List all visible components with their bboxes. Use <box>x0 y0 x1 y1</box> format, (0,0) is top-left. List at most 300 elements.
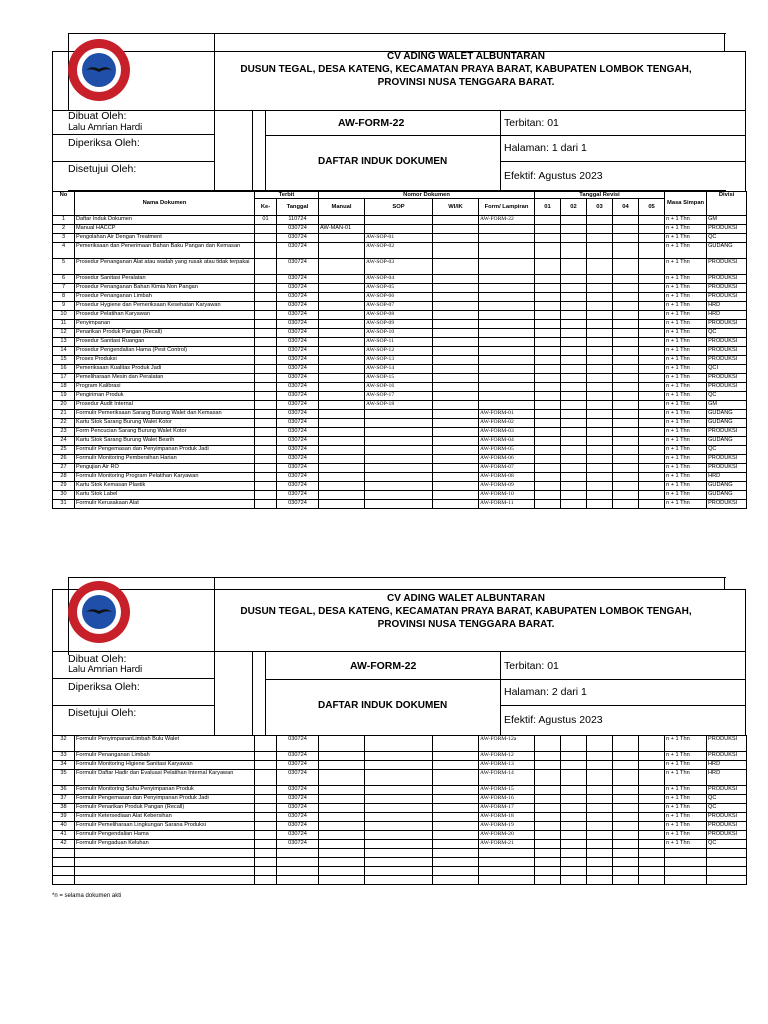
cell-tgl: 030724 <box>277 392 319 401</box>
cell-ke <box>255 804 277 813</box>
cell-sop <box>365 464 433 473</box>
cell-revisi <box>639 822 665 831</box>
cell-sop <box>365 500 433 509</box>
cell-manual <box>319 243 365 259</box>
cell-tgl: 030724 <box>277 455 319 464</box>
cell-div: PRODUKSI <box>707 813 747 822</box>
cell-revisi <box>639 795 665 804</box>
cell-revisi <box>535 455 561 464</box>
cell-revisi <box>613 500 639 509</box>
cell-manual <box>319 410 365 419</box>
table-row <box>53 234 747 243</box>
cell-ke <box>255 419 277 428</box>
cell-ke <box>255 243 277 259</box>
cell-div: GUDANG <box>707 419 747 428</box>
empty-cell <box>319 858 365 867</box>
cell-form: AW-FORM-14 <box>479 770 535 786</box>
cell-wi <box>433 338 479 347</box>
cell-revisi <box>535 338 561 347</box>
cell-revisi <box>613 446 639 455</box>
cell-wi <box>433 392 479 401</box>
empty-cell <box>613 858 639 867</box>
cell-wi <box>433 752 479 761</box>
cell-tgl: 030724 <box>277 302 319 311</box>
table-row <box>53 428 747 437</box>
cell-no: 3 <box>53 234 75 243</box>
cell-wi <box>433 243 479 259</box>
cell-revisi <box>639 383 665 392</box>
cell-revisi <box>561 482 587 491</box>
cell-manual <box>319 437 365 446</box>
cell-sop <box>365 446 433 455</box>
empty-cell <box>707 867 747 876</box>
cell-ke <box>255 786 277 795</box>
table-row <box>53 464 747 473</box>
cell-ke <box>255 338 277 347</box>
cell-nama: Formulir Monitoring Program Pelatihan Karyawan <box>75 473 255 482</box>
cell-revisi <box>561 275 587 284</box>
cell-ke <box>255 259 277 275</box>
company-name: CV ADING WALET ALBUNTARAN <box>387 51 545 62</box>
cell-tgl: 030724 <box>277 786 319 795</box>
table-row <box>53 437 747 446</box>
cell-form <box>479 320 535 329</box>
cell-revisi <box>639 770 665 786</box>
cell-revisi <box>639 225 665 234</box>
cell-revisi <box>639 216 665 225</box>
empty-row <box>53 876 747 885</box>
cell-revisi <box>613 374 639 383</box>
cell-wi <box>433 761 479 770</box>
cell-revisi <box>639 374 665 383</box>
cell-revisi <box>613 770 639 786</box>
cell-no: 24 <box>53 437 75 446</box>
cell-revisi <box>535 302 561 311</box>
cell-revisi <box>535 401 561 410</box>
cell-wi <box>433 419 479 428</box>
empty-cell <box>479 867 535 876</box>
cell-revisi <box>639 500 665 509</box>
cell-masa: n + 1 Thn <box>665 446 707 455</box>
cell-ke <box>255 275 277 284</box>
cell-form <box>479 293 535 302</box>
cell-ke <box>255 464 277 473</box>
cell-form: AW-FORM-15 <box>479 786 535 795</box>
cell-revisi <box>535 293 561 302</box>
cell-revisi <box>613 320 639 329</box>
cell-revisi <box>535 464 561 473</box>
cell-revisi <box>587 225 613 234</box>
cell-revisi <box>613 786 639 795</box>
cell-nama: Pemeriksaan Kualitas Produk Jadi <box>75 365 255 374</box>
cell-revisi <box>561 302 587 311</box>
cell-masa: n + 1 Thn <box>665 813 707 822</box>
cell-revisi <box>587 464 613 473</box>
table-row <box>53 259 747 275</box>
cell-revisi <box>561 347 587 356</box>
cell-ke <box>255 284 277 293</box>
cell-revisi <box>561 786 587 795</box>
cell-form: AW-FORM-22 <box>479 216 535 225</box>
cell-div: PRODUKSI <box>707 275 747 284</box>
col-r01: 01 <box>535 199 561 216</box>
cell-sop <box>365 804 433 813</box>
empty-cell <box>319 876 365 885</box>
empty-cell <box>587 849 613 858</box>
cell-masa: n + 1 Thn <box>665 770 707 786</box>
cell-masa: n + 1 Thn <box>665 225 707 234</box>
empty-cell <box>433 876 479 885</box>
cell-revisi <box>561 320 587 329</box>
table-row <box>53 302 747 311</box>
cell-revisi <box>587 284 613 293</box>
empty-cell <box>613 867 639 876</box>
cell-revisi <box>587 500 613 509</box>
cell-div: PRODUKSI <box>707 500 747 509</box>
cell-nama: Pengiriman Produk <box>75 392 255 401</box>
table-row <box>53 482 747 491</box>
cell-form <box>479 338 535 347</box>
cell-revisi <box>587 401 613 410</box>
cell-no: 16 <box>53 365 75 374</box>
cell-revisi <box>561 243 587 259</box>
cell-form <box>479 392 535 401</box>
cell-revisi <box>561 410 587 419</box>
cell-ke <box>255 329 277 338</box>
cell-manual <box>319 500 365 509</box>
table-row <box>53 311 747 320</box>
cell-revisi <box>613 338 639 347</box>
cell-tgl: 030724 <box>277 736 319 752</box>
cell-form: AW-FORM-03 <box>479 428 535 437</box>
cell-nama: Prosedur Penanganan Limbah <box>75 293 255 302</box>
cell-wi <box>433 275 479 284</box>
table-row <box>53 374 747 383</box>
empty-cell <box>639 858 665 867</box>
cell-revisi <box>613 473 639 482</box>
cell-sop: AW-SOP-05 <box>365 284 433 293</box>
cell-masa: n + 1 Thn <box>665 840 707 849</box>
cell-manual <box>319 831 365 840</box>
cell-revisi <box>535 392 561 401</box>
cell-wi <box>433 320 479 329</box>
cell-wi <box>433 259 479 275</box>
company-logo <box>68 581 130 643</box>
cell-div: GUDANG <box>707 243 747 259</box>
table-row <box>53 293 747 302</box>
cell-revisi <box>561 761 587 770</box>
cell-manual <box>319 320 365 329</box>
cell-no: 42 <box>53 840 75 849</box>
cell-form: AW-FORM-19 <box>479 822 535 831</box>
cell-tgl: 030724 <box>277 401 319 410</box>
cell-div: QC <box>707 446 747 455</box>
empty-cell <box>639 876 665 885</box>
cell-revisi <box>587 302 613 311</box>
cell-revisi <box>613 329 639 338</box>
cell-revisi <box>535 356 561 365</box>
company-address-1: DUSUN TEGAL, DESA KATENG, KECAMATAN PRAYA BARAT, KABUPATEN LOMBOK TENGAH, <box>240 606 692 617</box>
empty-cell <box>365 858 433 867</box>
cell-revisi <box>535 216 561 225</box>
cell-ke <box>255 410 277 419</box>
table-row <box>53 446 747 455</box>
cell-revisi <box>535 500 561 509</box>
cell-revisi <box>561 473 587 482</box>
cell-nama: Formulir Daftar Hadir dan Evaluasi Pelatihan Internal Karyawan <box>75 770 255 786</box>
cell-form <box>479 302 535 311</box>
cell-revisi <box>561 419 587 428</box>
cell-no: 38 <box>53 804 75 813</box>
col-r04: 04 <box>613 199 639 216</box>
cell-masa: n + 1 Thn <box>665 437 707 446</box>
cell-manual <box>319 347 365 356</box>
halaman: Halaman: 1 dari 1 <box>504 142 587 154</box>
cell-revisi <box>613 804 639 813</box>
cell-tgl: 030724 <box>277 761 319 770</box>
cell-no: 30 <box>53 491 75 500</box>
company-address-2: PROVINSI NUSA TENGGARA BARAT. <box>377 77 555 88</box>
cell-div: PRODUKSI <box>707 464 747 473</box>
terbitan: Terbitan: 01 <box>504 117 559 129</box>
cell-form <box>479 234 535 243</box>
cell-form: AW-FORM-17 <box>479 804 535 813</box>
cell-no: 17 <box>53 374 75 383</box>
cell-masa: n + 1 Thn <box>665 428 707 437</box>
cell-no: 6 <box>53 275 75 284</box>
cell-tgl: 030724 <box>277 365 319 374</box>
cell-nama: Formulir Pengaduan Keluhan <box>75 840 255 849</box>
cell-ke <box>255 455 277 464</box>
cell-revisi <box>613 410 639 419</box>
cell-sop <box>365 761 433 770</box>
cell-sop: AW-SOP-01 <box>365 234 433 243</box>
cell-div: QCI <box>707 365 747 374</box>
cell-tgl: 030724 <box>277 374 319 383</box>
cell-form: AW-FORM-07 <box>479 464 535 473</box>
cell-tgl: 030724 <box>277 234 319 243</box>
empty-cell <box>561 876 587 885</box>
empty-cell <box>75 867 255 876</box>
cell-masa: n + 1 Thn <box>665 347 707 356</box>
cell-wi <box>433 216 479 225</box>
efektif: Efektif: Agustus 2023 <box>504 170 603 182</box>
cell-masa: n + 1 Thn <box>665 752 707 761</box>
table-row <box>53 500 747 509</box>
cell-revisi <box>587 275 613 284</box>
cell-manual <box>319 392 365 401</box>
cell-masa: n + 1 Thn <box>665 804 707 813</box>
cell-masa: n + 1 Thn <box>665 831 707 840</box>
cell-no: 41 <box>53 831 75 840</box>
col-sop: SOP <box>365 199 433 216</box>
cell-wi <box>433 311 479 320</box>
cell-div: PRODUKSI <box>707 284 747 293</box>
cell-revisi <box>639 329 665 338</box>
company-address-1: DUSUN TEGAL, DESA KATENG, KECAMATAN PRAYA BARAT, KABUPATEN LOMBOK TENGAH, <box>240 64 692 75</box>
cell-revisi <box>535 428 561 437</box>
empty-cell <box>479 876 535 885</box>
cell-manual <box>319 804 365 813</box>
cell-nama: Formulir Kerusakaan Alat <box>75 500 255 509</box>
cell-nama: Formulir Penanganan Limbah <box>75 752 255 761</box>
cell-nama: Pengolahan Air Dengan Treatment <box>75 234 255 243</box>
cell-div: PRODUKSI <box>707 786 747 795</box>
cell-form <box>479 275 535 284</box>
cell-ke <box>255 473 277 482</box>
cell-ke <box>255 365 277 374</box>
table-row <box>53 761 747 770</box>
cell-manual: AW-MAN-01 <box>319 225 365 234</box>
empty-cell <box>319 849 365 858</box>
cell-nama: Prosedur Penanganan Alat atau wadah yang rusak atau tidak terpakai <box>75 259 255 275</box>
empty-cell <box>639 867 665 876</box>
cell-no: 13 <box>53 338 75 347</box>
cell-nama: Kartu Stok Label <box>75 491 255 500</box>
cell-ke <box>255 311 277 320</box>
cell-manual <box>319 761 365 770</box>
cell-form <box>479 401 535 410</box>
cell-masa: n + 1 Thn <box>665 356 707 365</box>
cell-revisi <box>535 284 561 293</box>
cell-ke <box>255 446 277 455</box>
cell-no: 25 <box>53 446 75 455</box>
cell-manual <box>319 216 365 225</box>
cell-revisi <box>587 786 613 795</box>
cell-revisi <box>561 804 587 813</box>
empty-cell <box>479 849 535 858</box>
cell-wi <box>433 428 479 437</box>
cell-revisi <box>639 293 665 302</box>
cell-form: AW-FORM-12a <box>479 736 535 752</box>
cell-sop: AW-SOP-17 <box>365 392 433 401</box>
cell-div: PRODUKSI <box>707 831 747 840</box>
cell-revisi <box>587 473 613 482</box>
cell-div: PRODUKSI <box>707 259 747 275</box>
cell-div: PRODUKSI <box>707 736 747 752</box>
cell-revisi <box>639 259 665 275</box>
cell-revisi <box>587 338 613 347</box>
empty-cell <box>75 858 255 867</box>
cell-revisi <box>587 752 613 761</box>
empty-cell <box>587 858 613 867</box>
cell-revisi <box>587 347 613 356</box>
cell-revisi <box>613 822 639 831</box>
cell-no: 34 <box>53 761 75 770</box>
cell-nama: Formulir Pemeliharaan Lingkungan Sarana Produksi <box>75 822 255 831</box>
cell-revisi <box>613 383 639 392</box>
col-ke: Ke- <box>255 199 277 216</box>
cell-masa: n + 1 Thn <box>665 419 707 428</box>
cell-sop <box>365 482 433 491</box>
cell-nama: Formulir Pengemasan dan Penyimpanan Produk Jadi <box>75 446 255 455</box>
cell-masa: n + 1 Thn <box>665 401 707 410</box>
cell-ke <box>255 736 277 752</box>
cell-manual <box>319 356 365 365</box>
cell-form <box>479 347 535 356</box>
cell-sop <box>365 736 433 752</box>
empty-cell <box>75 876 255 885</box>
cell-form: AW-FORM-12 <box>479 752 535 761</box>
empty-cell <box>707 876 747 885</box>
cell-revisi <box>639 419 665 428</box>
cell-masa: n + 1 Thn <box>665 786 707 795</box>
cell-ke <box>255 840 277 849</box>
document-table-2 <box>52 735 747 885</box>
cell-no: 26 <box>53 455 75 464</box>
cell-div: PRODUKSI <box>707 455 747 464</box>
cell-no: 14 <box>53 347 75 356</box>
cell-nama: Proses Produksi <box>75 356 255 365</box>
cell-div: QC <box>707 392 747 401</box>
cell-tgl: 030724 <box>277 419 319 428</box>
cell-div: GM <box>707 216 747 225</box>
cell-sop <box>365 822 433 831</box>
dibuat-label: Dibuat Oleh: <box>68 653 127 665</box>
cell-div: PRODUKSI <box>707 752 747 761</box>
table-row <box>53 392 747 401</box>
cell-revisi <box>613 419 639 428</box>
cell-revisi <box>639 736 665 752</box>
cell-sop: AW-SOP-07 <box>365 302 433 311</box>
cell-no: 33 <box>53 752 75 761</box>
cell-tgl: 030724 <box>277 500 319 509</box>
empty-cell <box>665 858 707 867</box>
cell-no: 11 <box>53 320 75 329</box>
cell-manual <box>319 446 365 455</box>
cell-tgl: 030724 <box>277 831 319 840</box>
cell-sop <box>365 770 433 786</box>
cell-sop: AW-SOP-02 <box>365 243 433 259</box>
table-row <box>53 795 747 804</box>
cell-form: AW-FORM-16 <box>479 795 535 804</box>
cell-no: 37 <box>53 795 75 804</box>
cell-nama: Prosedur Audit Internal <box>75 401 255 410</box>
cell-no: 2 <box>53 225 75 234</box>
cell-revisi <box>613 347 639 356</box>
cell-no: 18 <box>53 383 75 392</box>
cell-revisi <box>639 752 665 761</box>
cell-revisi <box>587 840 613 849</box>
cell-div: GUDANG <box>707 437 747 446</box>
cell-manual <box>319 770 365 786</box>
cell-sop: AW-SOP-11 <box>365 338 433 347</box>
cell-tgl: 030724 <box>277 259 319 275</box>
table-row <box>53 365 747 374</box>
cell-revisi <box>587 374 613 383</box>
cell-ke <box>255 225 277 234</box>
cell-wi <box>433 374 479 383</box>
cell-wi <box>433 365 479 374</box>
cell-form: AW-FORM-06 <box>479 455 535 464</box>
table-row <box>53 225 747 234</box>
cell-revisi <box>613 455 639 464</box>
cell-manual <box>319 428 365 437</box>
cell-revisi <box>613 243 639 259</box>
cell-revisi <box>613 752 639 761</box>
cell-wi <box>433 347 479 356</box>
cell-no: 31 <box>53 500 75 509</box>
cell-no: 29 <box>53 482 75 491</box>
cell-div: HRD <box>707 311 747 320</box>
cell-revisi <box>613 216 639 225</box>
cell-tgl: 030724 <box>277 284 319 293</box>
cell-ke <box>255 491 277 500</box>
cell-revisi <box>587 234 613 243</box>
cell-nama: Formulir Pemeriksaan Sarang Burung Walet dan Kemasan <box>75 410 255 419</box>
cell-manual <box>319 464 365 473</box>
cell-form <box>479 284 535 293</box>
